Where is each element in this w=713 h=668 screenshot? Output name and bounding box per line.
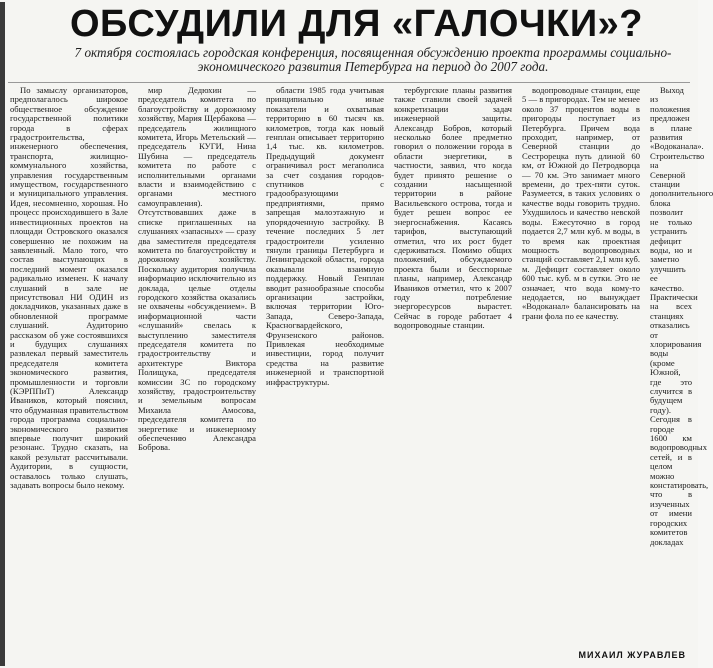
text-column-2 bbox=[138, 86, 256, 634]
article-lead: 7 октября состоялась городская конференция, посвященная обсуждению проекта программы социально-экономического развития Петербурга на период до 2007 года. bbox=[74, 45, 672, 74]
column-text: области 1985 года учитывая принципиально иные показатели и охватывая территорию в 60 тысяч кв. километров, тогда как новый генплан описывает территорию 1,4 тыс. кв. километров. Предыдущий документ ограничивал рост мегаполиса за счет создания городов-спутников с градообразующими предприятиями, прямо запрещая малоэтажную и упорядоченную застройку. В течение последних 5 лет градостроители усиленно тянули границы Петербурга и Ленинградской области, города оказывали взаимную поддержку. Новый Генплан вводит разнообразные способы организации застройки, включая территории Юго-Запада, Северо-Запада, Красногвардейского, Фрунзенского районов. Привлекая необходимые инвестиции, город получит средства на развитие инженерной и транспортной инфраструктуры. bbox=[266, 85, 384, 387]
article-body bbox=[10, 85, 713, 646]
column-text: водопроводные станции, еще 5 — в пригородах. Тем не менее около 37 процентов воды в пригороды поступает из Петербурга. Причем вода проходит, например, от Северной станции до Сестрорецка путь длиной 60 км, от Южной до Петродворца — 70 км. Это занимает много времени, до трех-пяти суток. Разумеется, в таких условиях о качестве воды говорить трудно. Ухудшилось и качество невской воды. Ежесуточно в город подается 2,7 млн куб. м воды, в то время как проектная мощность водопроводных станций составляет 2,1 млн куб. м. Дефицит составляет около 600 тыс. куб. м в сутки. Это не означает, что вода кому-то недодается, но вынуждает «Водоканал» балансировать на грани фола по ее качеству. bbox=[522, 85, 640, 321]
author-signature: МИХАИЛ ЖУРАВЛЕВ bbox=[578, 650, 686, 660]
text-column-3 bbox=[266, 86, 384, 634]
article-headline: ОБСУДИЛИ ДЛЯ «ГАЛОЧКИ»? bbox=[70, 3, 644, 45]
text-column-6 bbox=[650, 85, 713, 634]
text-column-5 bbox=[522, 86, 640, 634]
header-divider bbox=[8, 82, 690, 83]
column-text: тербургские планы развития также ставили своей задачей конкретизации задач инженерной защиты. Александр Бобров, который несколько более предметно говорил о положении города в области энергетики, в частности, заявил, что когда будет принято решение о создании насыщенной территории в районе Васильевского острова, тогда и будет решен вопрос ее энергоснабжения. Касаясь тарифов, выступающий отметил, что их рост будет сдерживаться. Помимо общих положений, обсуждаемого проекта были и бесспорные планы, например, Александр Иваников отметил, что к 2007 году потребление энергоресурсов вырастет. Сейчас в городе работает 4 водопроводные станции. bbox=[394, 85, 512, 331]
column-text: По замыслу организаторов, предполагалось широкое общественное обсуждение государственной политики города в сферах градостроительства, инженерного обеспечения, транспорта, жилищно-коммунального хозяйства, управления государственным имуществом, государственного и муниципального управления. Идея, несомненно, хорошая. Но процесс происходившего в Зале инвестиционных проектов на площади Островского оказался совершенно не похожим на заявленный. Мало того, что состав выступающих в последний момент оказался радикально изменен. К началу слушаний в зале не присутствовал НИ ОДИН из докладчиков, указанных даже в обновленной программе слушаний. Аудиторию рассказом об уже состоявшихся и будущих слушаниях развлекал первый заместитель председателя комитета экономического развития, промышленности и торговли (КЭРППиТ) Александр Иваников, который пояснил, что обдуманная правительством города программа социально-экономического развития впервые получит широкий резонанс. Трудно сказать, на какой результат рассчитывали. Аудитории, в сущности, оставалось только слушать, задавать вопросы было некому. bbox=[10, 85, 129, 491]
text-column-1 bbox=[10, 86, 128, 634]
column-text: Выход из положения предложен в плане развития «Водоканала». Строительство на Северной станции дополнительного блока позволит не только устранить дефицит воды, но и заметно улучшить ее качество. Практически на всех станциях отказались от хлорирования воды (кроме Южной, где это случится в будущем году). Сегодня в городе 1600 км водопроводных сетей, и в целом можно констатировать, что в изученных от имени городских комитетов докладах bbox=[650, 85, 713, 547]
text-column-4 bbox=[394, 86, 512, 634]
column-text: мир Дедюхин — председатель комитета по благоустройству и дорожному хозяйству, Мария Щербакова — председатель жилищного комитета, Игорь Метельский — председатель КУГИ, Нина Шубина — председатель комитета по работе с исполнительными органами власти и взаимодействию с органами местного самоуправления). Отсутствовавших даже в списке приглашенных на слушаниях «запасных» — сразу два заместителя председателя комитета по благоустройству и дорожному хозяйству. Поскольку аудитория получила информацию исключительно из доклада, целые отделы городского хозяйства оказались не охвачены «обсуждением». В информационной части «слушаний» свелась к выступлению заместителя председателя комитета по градостроительству и архитектуре Виктора Полищука, председателя комиссии ЗС по городскому хозяйству, градостроительству и земельным вопросам Михаила Амосова, председателя комитета по энергетике и инженерному обеспечению Александра Боброва. bbox=[138, 85, 256, 453]
left-border-rule bbox=[0, 2, 5, 666]
